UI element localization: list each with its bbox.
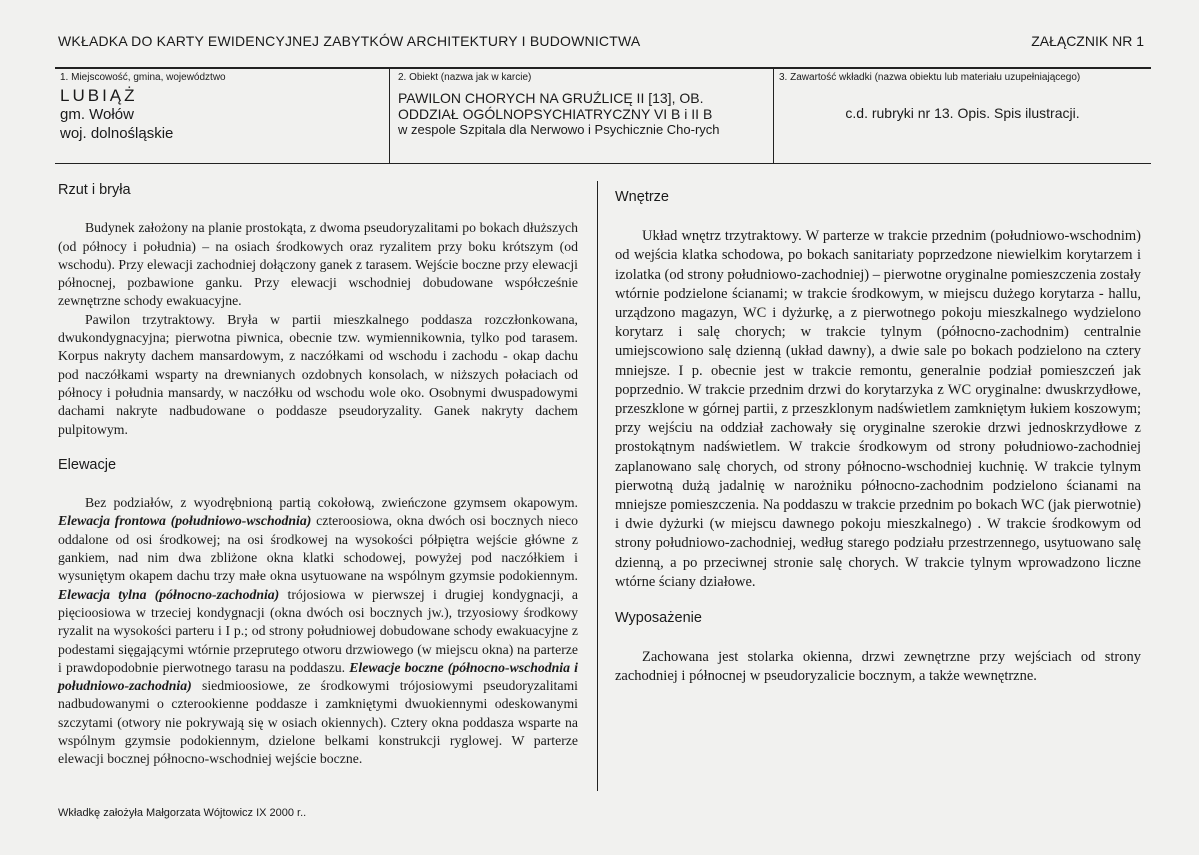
section-wnetrze [615,188,1141,592]
wnetrze-paragraph: Układ wnętrz trzytraktowy. W parterze w trakcie przednim (południowo-wschodnim) od wejścia klatka schodowa, po bokach sanitariaty poprzedzone niewielkim korytarzem i izolatka (od strony południowo-zachodniej) – pierwotne oryginalne pomieszczenia zostały wtórnie podzielone ścianami; w trakcie środkowym, w miejscu dużego korytarza - hallu, urządzono magazyn, WC i dyżurkę, a z pierwotnego pokoju mieszkalnego wydzielono korytarz i salę chorych; w trakcie tylnym (północno-zachodnim) centralnie umiejscowiono salę dzienną (układ dawny), a dwie sale po bokach podzielono na cztery mniejsze. I p. obecnie jest w trakcie remontu, generalnie podział pomieszczeń jak poprzednio. W trakcie przednim drzwi do korytarzyka z WC oryginalne: dwuskrzydłowe, przeszklone w górnej partii, z przeszklonym nadświetlem zamkniętym łukiem koszowym; przy wejściu na oddział zachowały się oryginalne szerokie drzwi jednoskrzydłowe z prostokątnym nadświetlem. W trakcie środkowym od strony południowo-zachodniej zaplanowano salę chorych, od strony północno-wschodniej kuchnię. W trakcie tylnym pierwotną dużą jadalnię w narożniku północno-zachodnim podzielono ścianami na mniejsze pomieszczenia. Na poddaszu w trakcie przednim po bokach WC (jak pierwotnie) i dwie dyżurki (w miejscu dawnego pokoju mieszkalnego) . W trakcie środkowym od strony południowo-zachodniej, według starego podziału przestrzennego, usytuowano salę dzienną, a po przeciwnej stronie salę chorych. W trakcie tylnym wprowadzono liczne wtórne ściany działowe. [615,228,1141,590]
object-subtitle: w zespole Szpitala dla Nerwowo i Psychicznie Cho-rych [398,122,720,137]
location-cell [55,69,389,163]
section-wyposazenie [615,609,1141,687]
wyposazenie-paragraph: Zachowana jest stolarka okienna, drzwi zewnętrzne przy wejściach od strony zachodniej i północnej w pseudoryzalicie bocznym, a także wewnętrzne. [615,649,1141,685]
elewacja-tylna-label: Elewacja tylna (północno-zachodnia) [58,586,280,602]
contents-text: c.d. rubryki nr 13. Opis. Spis ilustracji. [845,105,1080,121]
left-column [58,181,578,786]
elewacje-paragraph [58,494,578,768]
contents-label: 3. Zawartość wkładki (nazwa obiektu lub materiału uzupełniającego) [779,72,1081,83]
right-column [615,188,1141,704]
elewacja-frontowa-label: Elewacja frontowa (południowo-wschodnia) [58,513,312,529]
footer-author: Wkładkę założyła Małgorzata Wójtowicz IX 2000 r.. [58,807,307,819]
location-province: woj. dolnośląskie [60,125,174,142]
section-elewacje [58,456,578,769]
elewacje-text-3: trójosiowa w pierwszej i drugiej kondygnacji, a pięcioosiowa w trzeciej kondygnacji (okna dwóch osi bocznych jw.), trzyosiowy środkowy ryzalit na wysokości parteru i I p.; od strony południowej dobudowane schody ewakuacyjne z podestami sięgającymi wtórnie przeprutego otworu drzwiowego (w miejscu okna) na parterze i prawdopodobnie pierwotnego tarasu na poddaszu. [58,586,578,675]
column-divider [597,181,598,791]
heading-elewacje: Elewacje [58,456,117,473]
location-commune: gm. Wołów [60,106,134,123]
info-box [55,67,1151,164]
object-label: 2. Obiekt (nazwa jak w karcie) [398,72,532,83]
object-cell [389,69,773,163]
location-label: 1. Miejscowość, gmina, województwo [60,72,226,83]
heading-rzut: Rzut i bryła [58,182,131,198]
object-title-line2: ODDZIAŁ OGÓLNOPSYCHIATRYCZNY VI B i II B [398,106,713,122]
form-title: WKŁADKA DO KARTY EWIDENCYJNEJ ZABYTKÓW ARCHITEKTURY I BUDOWNICTWA [58,33,641,49]
location-town: LUBIĄŻ [60,86,138,105]
heading-wyposazenie: Wyposażenie [615,610,702,627]
elewacje-text-2: czteroosiowa, okna dwóch osi bocznych nieco oddalone od osi środkowej; na osi środkowej na wysokości półpiętra wejście główne z gankiem, nad nim dwa zbliżone okna klatki schodowej, powyżej pod naczółkiem i wysuniętym okapem dachu trzy małe okna usytuowane na wspólnym gzymsie podokiennym. [58,513,578,584]
elewacje-boczne-label: Elewacje boczne (północno-wschodnia i południowo-zachodnia) [58,659,579,694]
rzut-paragraph-1: Budynek założony na planie prostokąta, z dwoma pseudoryzalitami po bokach dłuższych (od północy i południa) – na osiach środkowych oraz ryzalitem przy boku krótszym (od wschodu). Przy elewacji zachodniej dołączony ganek z tarasem. Wejście boczne przy elewacji północnej, pozbawione ganku. Przy elewacji wschodniej dobudowane współcześnie zewnętrzne schody ewakuacyjne. [58,220,578,309]
rzut-paragraph-2: Pawilon trzytraktowy. Bryła w partii mieszkalnego poddasza rozczłonkowana, dwukondygnacyjna; pierwotna piwnica, obecnie tzw. wymiennikownia, tylko pod tarasem. Korpus nakryty dachem mansardowym, z naczółkami od wschodu i zachodu - okap dachu pod naczółkami wsparty na drewnianych ozdobnych konsolach, w niższych połaciach od północy i południa mansardy, w naczółku od wschodu wole oko. Osobnymi dwuspadowymi dachami nakryte nadbudowane o poddasze pseudoryzality. Ganek nakryty dachem pulpitowym. [58,311,578,437]
heading-wnetrze: Wnętrze [615,189,669,205]
attachment-number: ZAŁĄCZNIK NR 1 [1031,33,1144,49]
contents-cell [773,69,1151,163]
section-rzut [58,181,578,439]
object-title-line1: PAWILON CHORYCH NA GRUŹLICĘ II [13], OB. [398,90,704,106]
elewacje-text-1: Bez podziałów, z wyodrębnioną partią cokołową, zwieńczone gzymsem okapowym. [85,495,578,511]
elewacje-text-4: siedmioosiowe, ze środkowymi trójosiowymi pseudoryzalitami nadbudowanymi o czterookienne poddasze i zamkniętymi dwuokiennymi odeskowanymi szczytami (otwory nie pokrywają się w osiach okiennych). Cztery okna poddasza wsparte na wspólnym gzymsie podokiennym, dzielone belkami konstrukcji ryglowej. W parterze elewacji bocznej północno-wschodniej wejście boczne. [58,678,578,767]
